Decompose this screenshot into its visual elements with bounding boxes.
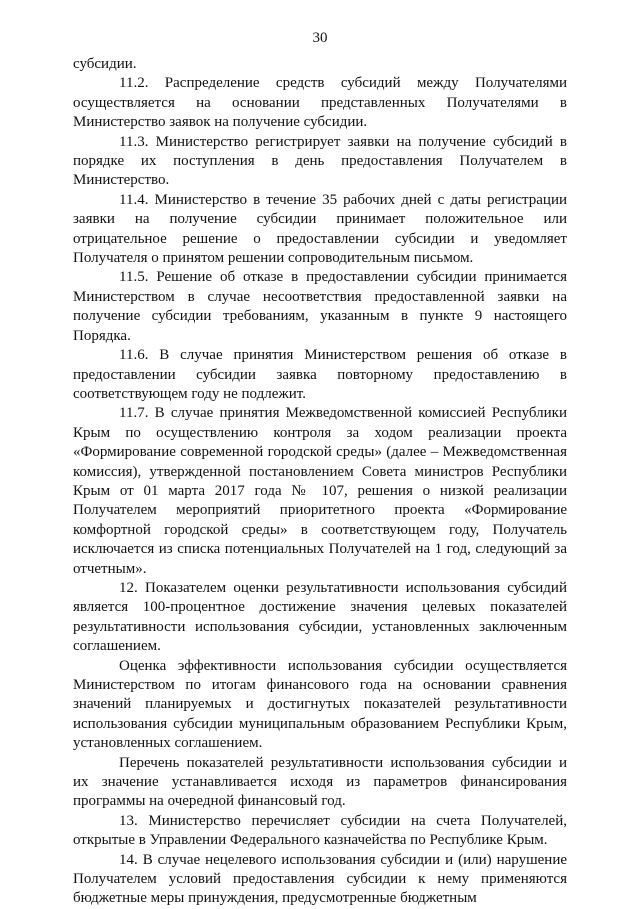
document-body (73, 55, 567, 909)
page-number: 30 (312, 30, 328, 46)
paragraph-indicator-list: Перечень показателей результативности использования субсидии и их значение устанавливается исходя из параметров финансирования программы на очередной финансовый год. (73, 754, 567, 810)
paragraph-efficiency-evaluation: Оценка эффективности использования субсидии осуществляется Министерством по итогам финансового года на основании сравнения значений планируемых и достигнутых показателей результативности использования субсидии муниципальным образованием Республики Крым, установленных соглашением. (73, 657, 567, 752)
paragraph-11-2: 11.2. Распределение средств субсидий между Получателями осуществляется на основании представленных Получателями в Министерство заявок на получение субсидии. (73, 75, 567, 131)
paragraph-14: 14. В случае нецелевого использования субсидии и (или) нарушение Получателем условий предоставления субсидии к нему применяются бюджетные меры принуждения, предусмотренные бюджетным (73, 851, 567, 907)
paragraph-13: 13. Министерство перечисляет субсидии на счета Получателей, открытые в Управлении Федерального казначейства по Республике Крым. (73, 812, 567, 849)
paragraph-11-4: 11.4. Министерство в течение 35 рабочих дней с даты регистрации заявки на получение субсидии принимает положительное или отрицательное решение о предоставлении субсидии и уведомляет Получателя о принятом решении сопроводительным письмом. (73, 191, 567, 267)
paragraph-12: 12. Показателем оценки результативности использования субсидий является 100-процентное достижение значения целевых показателей результативности использования субсидии, установленных заключенным соглашением. (73, 579, 567, 655)
paragraph-11-5: 11.5. Решение об отказе в предоставлении субсидии принимается Министерством в случае несоответствия предоставленной заявки на получение субсидии требованиям, указанным в пункте 9 настоящего Порядка. (73, 269, 567, 344)
paragraph-continuation: субсидии. (73, 56, 137, 72)
paragraph-11-3: 11.3. Министерство регистрирует заявки на получение субсидий в порядке их поступления в день предоставления Получателем в Министерство. (73, 133, 567, 189)
paragraph-11-7: 11.7. В случае принятия Межведомственной комиссией Республики Крым по осуществлению контроля за ходом реализации проекта «Формирование современной городской среды» (далее – Межведомственная комиссия), утвержденной постановлением Совета министров Республики Крым от 01 марта 2017 года № 107, решения о низкой реализации Получателем мероприятий приоритетного проекта «Формирование комфортной городской среды» в соответствующем году, Получатель исключается из списка потенциальных Получателей на 1 год, следующий за отчетным». (73, 405, 567, 577)
paragraph-11-6: 11.6. В случае принятия Министерством решения об отказе в предоставлении субсидии заявка повторному предоставлению в соответствующем году не подлежит. (73, 347, 567, 402)
